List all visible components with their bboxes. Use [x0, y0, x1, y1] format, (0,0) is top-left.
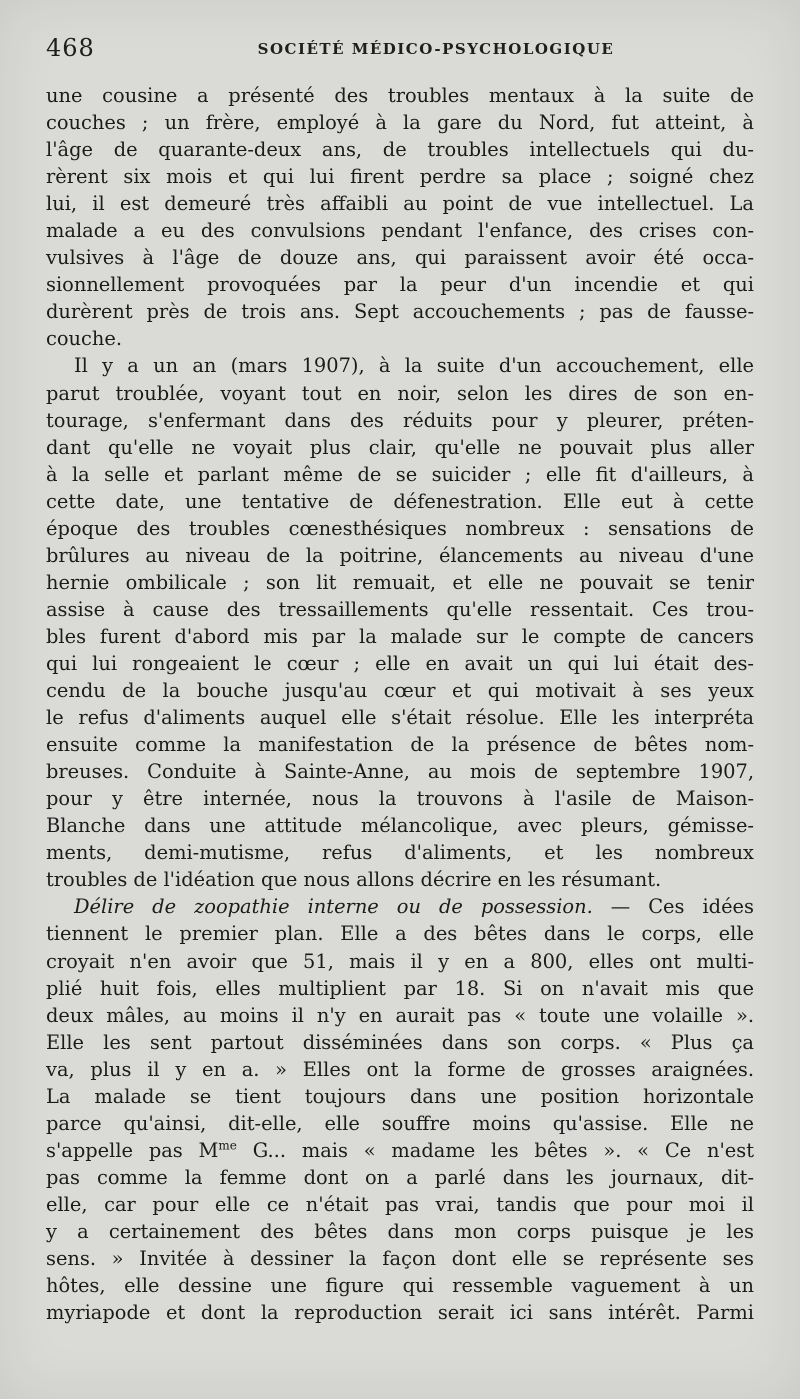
text-line: plié huit fois, elles multiplient par 18. Si on n'avait mis que: [46, 976, 754, 1000]
text-line: parut troublée, voyant tout en noir, selon les dires de son en-: [46, 381, 754, 405]
text-line: myriapode et dont la reproduction serait ici sans intérêt. Parmi: [46, 1301, 754, 1325]
text-line: une cousine a présenté des troubles mentaux à la suite de: [46, 84, 754, 107]
text-line: l'âge de quarante-deux ans, de troubles intellectuels qui du-: [46, 138, 754, 162]
text-line: qui lui rongeaient le cœur ; elle en avait un qui lui était des-: [46, 651, 754, 675]
running-title: SOCIÉTÉ MÉDICO-PSYCHOLOGIQUE: [257, 40, 615, 58]
text-line: lui, il est demeuré très affaibli au point de vue intellectuel. La: [46, 192, 754, 216]
text-line: y a certainement des bêtes dans mon corps puisque je les: [46, 1219, 754, 1243]
text-line: tourage, s'enfermant dans des réduits pour y pleurer, préten-: [46, 408, 754, 432]
text-line-with-superscript: [46, 1137, 754, 1164]
text-line: sionnellement provoquées par la peur d'un incendie et qui: [46, 273, 754, 297]
text-line: cendu de la bouche jusqu'au cœur et qui motivait à ses yeux: [46, 679, 754, 703]
text-line: ensuite comme la manifestation de la présence de bêtes nom-: [46, 733, 754, 757]
text-line: Elle les sent partout disséminées dans son corps. « Plus ça: [46, 1030, 754, 1054]
section-heading: Délire de zoopathie interne ou de possession. —: [74, 895, 631, 919]
superscript: me: [218, 1138, 237, 1153]
text-line: couches ; un frère, employé à la gare du Nord, fut atteint, à: [46, 111, 754, 135]
text-line: époque des troubles cœnesthésiques nombreux : sensations de: [46, 516, 754, 540]
text-line: brûlures au niveau de la poitrine, élancements au niveau d'une: [46, 543, 754, 567]
text-line: tiennent le premier plan. Elle a des bêtes dans le corps, elle: [46, 922, 754, 946]
text-line: vulsives à l'âge de douze ans, qui paraissent avoir été occa-: [46, 246, 754, 270]
text-line: parce qu'ainsi, dit-elle, elle souffre moins qu'assise. Elle ne: [46, 1111, 754, 1135]
text-line: hôtes, elle dessine une figure qui ressemble vaguement à un: [46, 1274, 754, 1298]
text-line: breuses. Conduite à Sainte-Anne, au mois de septembre 1907,: [46, 760, 754, 784]
text-line: Il y a un an (mars 1907), à la suite d'un accouchement, elle: [74, 354, 754, 378]
text-line: deux mâles, au moins il n'y en aurait pas « toute une volaille ».: [46, 1003, 754, 1027]
page-number: 468: [46, 34, 95, 62]
text-fragment: G... mais « madame les bêtes ». « Ce n'est: [252, 1138, 754, 1162]
text-line: croyait n'en avoir que 51, mais il y en a 800, elles ont multi-: [46, 949, 754, 973]
text-line: cette date, une tentative de défenestration. Elle eut à cette: [46, 489, 754, 513]
text-fragment: s'appelle pas M: [46, 1138, 219, 1162]
text-fragment: Ces idées: [648, 895, 754, 919]
text-line: le refus d'aliments auquel elle s'était résolue. Elle les interpréta: [46, 706, 754, 730]
text-line: à la selle et parlant même de se suicider ; elle fit d'ailleurs, à: [46, 462, 754, 486]
text-line: rèrent six mois et qui lui firent perdre sa place ; soigné chez: [46, 165, 754, 189]
text-line: Blanche dans une attitude mélancolique, avec pleurs, gémisse-: [46, 814, 754, 838]
text-line: sens. » Invitée à dessiner la façon dont elle se représente ses: [46, 1247, 754, 1271]
text-line: troubles de l'idéation que nous allons décrire en les résumant.: [46, 868, 662, 892]
text-line: bles furent d'abord mis par la malade sur le compte de cancers: [46, 624, 754, 648]
text-line-with-heading: [46, 893, 754, 920]
text-line: durèrent près de trois ans. Sept accouchements ; pas de fausse-: [46, 300, 754, 324]
text-line: pour y être internée, nous la trouvons à l'asile de Maison-: [46, 787, 754, 811]
text-line: couche.: [46, 327, 123, 351]
text-line: dant qu'elle ne voyait plus clair, qu'elle ne pouvait plus aller: [46, 435, 754, 459]
text-line: assise à cause des tressaillements qu'elle ressentait. Ces trou-: [46, 597, 754, 621]
text-line: hernie ombilicale ; son lit remuait, et elle ne pouvait se tenir: [46, 570, 754, 594]
text-line: ments, demi-mutisme, refus d'aliments, et les nombreux: [46, 841, 754, 865]
text-line: malade a eu des convulsions pendant l'enfance, des crises con-: [46, 219, 754, 243]
text-line: va, plus il y en a. » Elles ont la forme de grosses araignées.: [46, 1057, 754, 1081]
text-line: pas comme la femme dont on a parlé dans les journaux, dit-: [46, 1165, 754, 1189]
text-line: elle, car pour elle ce n'était pas vrai, tandis que pour moi il: [46, 1192, 754, 1216]
body-text: [46, 82, 754, 1326]
page-header: [46, 34, 756, 68]
text-line: La malade se tient toujours dans une position horizontale: [46, 1084, 754, 1108]
